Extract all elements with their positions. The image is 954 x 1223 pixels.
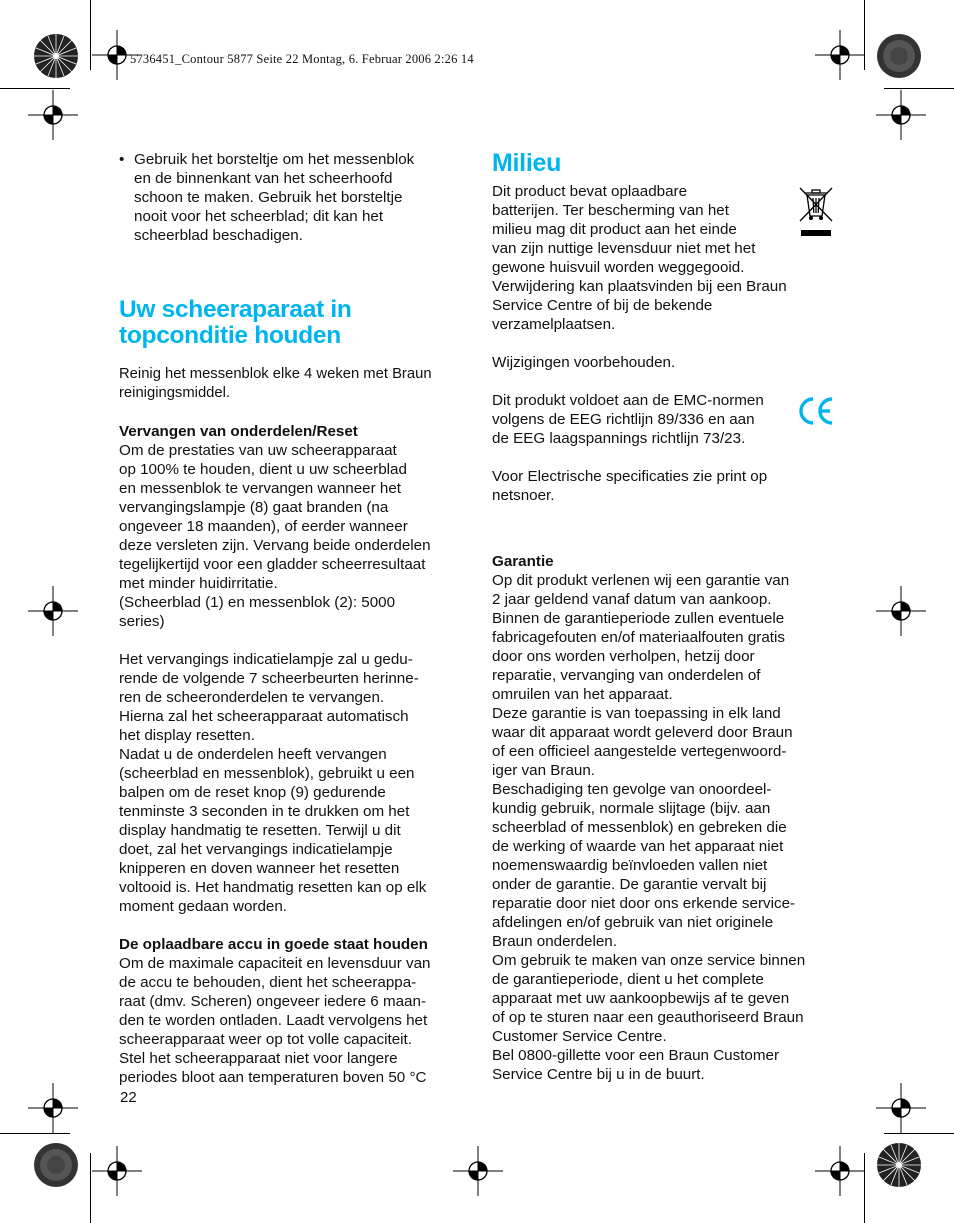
text-line: onder de garantie. De garantie vervalt bij xyxy=(492,876,767,893)
text-line: of een officieel aangestelde vertegenwoord- xyxy=(492,743,787,760)
text-line: het display resetten. xyxy=(119,727,255,744)
text-line: Dit product bevat oplaadbare xyxy=(492,183,688,200)
text-line: doet, zal het vervangings indicatielampje xyxy=(119,841,393,858)
registration-crosshair-icon xyxy=(28,586,78,636)
subheading-warranty: Garantie xyxy=(492,553,554,570)
crop-line xyxy=(884,1133,954,1134)
text-line: 2 jaar geldend vanaf datum van aankoop. xyxy=(492,591,772,608)
text-line: en messenblok te vervangen wanneer het xyxy=(119,480,401,497)
text-line: Om gebruik te maken van onze service binnen xyxy=(492,952,806,969)
text-line: van zijn nuttige levensduur niet met het xyxy=(492,240,756,257)
text-line: milieu mag dit product aan het einde xyxy=(492,221,737,238)
bullet-item xyxy=(119,150,469,245)
text-line: kundig gebruik, normale slijtage (bijv. aan xyxy=(492,800,771,817)
text-line: vervangingslampje (8) gaat branden (na xyxy=(119,499,389,516)
text-line: tenminste 3 seconden in te drukken om het xyxy=(119,803,410,820)
text-line: tegelijkertijd voor een gladder scheerresultaat xyxy=(119,556,426,573)
right-column xyxy=(492,150,837,1084)
text-line: Het vervangings indicatielampje zal u gedu- xyxy=(119,651,413,668)
registration-crosshair-icon xyxy=(453,1146,503,1196)
text-line: series) xyxy=(119,613,165,630)
text-line: waar dit apparaat wordt geleverd door Braun xyxy=(492,724,793,741)
text-line: raat (dmv. Scheren) ongeveer iedere 6 maan- xyxy=(119,993,426,1010)
text-line: rende de volgende 7 scheerbeurten herinne- xyxy=(119,670,419,687)
text-line: ongeveer 18 maanden), of eerder wanneer xyxy=(119,518,408,535)
text-line: de werking of waarde van het apparaat niet xyxy=(492,838,784,855)
registration-starburst-icon xyxy=(876,1142,922,1188)
text-line: Op dit produkt verlenen wij een garantie van xyxy=(492,572,790,589)
text-line: deze versleten zijn. Vervang beide onderdelen xyxy=(119,537,431,554)
text-line: Reinig het messenblok elke 4 weken met Braun xyxy=(119,366,432,382)
registration-starburst-icon xyxy=(33,33,79,79)
text-line: apparaat met uw aankoopbewijs af te geven xyxy=(492,990,790,1007)
text-line: of op te sturen naar een geauthoriseerd Braun xyxy=(492,1009,804,1026)
warranty-paragraph xyxy=(492,571,837,1084)
text-line: gewone huisvuil worden weggegooid. xyxy=(492,259,745,276)
text-line: noemenswaardig beïnvloeden vallen niet xyxy=(492,857,768,874)
left-column xyxy=(119,150,469,1087)
registration-starburst-icon xyxy=(33,1142,79,1188)
crop-line xyxy=(0,1133,70,1134)
intro-paragraph xyxy=(119,365,469,403)
text-line: moment gedaan worden. xyxy=(119,898,288,915)
text-line: ren de scheeronderdelen te vervangen. xyxy=(119,689,385,706)
text-line: afdelingen en/of gebruik van niet originele xyxy=(492,914,774,931)
bullet-line: schoon te maken. Gebruik het borsteltje xyxy=(134,189,403,206)
text-line: knipperen en doven wanneer het resetten xyxy=(119,860,400,877)
text-line: door ons worden verholpen, hetzij door xyxy=(492,648,755,665)
text-line: op 100% te houden, dient u uw scheerblad xyxy=(119,461,407,478)
indicator-paragraph xyxy=(119,650,469,916)
text-line: Om de prestaties van uw scheerapparaat xyxy=(119,442,397,459)
ce-mark-icon xyxy=(796,394,836,428)
text-line: fabricagefouten en/of materiaalfouten gratis xyxy=(492,629,785,646)
text-line: Beschadiging ten gevolge van onoordeel- xyxy=(492,781,772,798)
text-line: scheerblad of messenblok) en gebreken die xyxy=(492,819,787,836)
text-line: Stel het scheerapparaat niet voor langere xyxy=(119,1050,398,1067)
text-line: Verwijdering kan plaatsvinden bij een Braun xyxy=(492,278,787,295)
section-heading xyxy=(119,297,469,349)
crop-line xyxy=(90,1153,91,1223)
text-line: voltooid is. Het handmatig resetten kan op elk xyxy=(119,879,427,896)
text-line: reparatie, vervanging van onderdelen of xyxy=(492,667,761,684)
bullet-line: nooit voor het scheerblad; dit kan het xyxy=(134,208,384,225)
text-line: Bel 0800-gillette voor een Braun Customer xyxy=(492,1047,780,1064)
registration-crosshair-icon xyxy=(876,586,926,636)
registration-crosshair-icon xyxy=(92,1146,142,1196)
print-slug: 5736451_Contour 5877 Seite 22 Montag, 6. Februar 2006 2:26 14 xyxy=(130,52,474,66)
text-line: Braun onderdelen. xyxy=(492,933,617,950)
crop-line xyxy=(0,88,70,89)
text-line: reinigingsmiddel. xyxy=(119,385,231,401)
registration-crosshair-icon xyxy=(28,1083,78,1133)
text-line: Hierna zal het scheerapparaat automatisch xyxy=(119,708,409,725)
crop-line xyxy=(884,88,954,89)
battery-paragraph xyxy=(119,954,469,1087)
environment-paragraph xyxy=(492,182,837,334)
text-line: Dit produkt voldoet aan de EMC-normen xyxy=(492,392,764,409)
registration-crosshair-icon xyxy=(876,90,926,140)
text-line: volgens de EEG richtlijn 89/336 en aan xyxy=(492,411,755,428)
heading-line: Uw scheeraparaat in xyxy=(119,296,352,323)
registration-crosshair-icon xyxy=(28,90,78,140)
text-line: verzamelplaatsen. xyxy=(492,316,616,333)
text-line: Voor Electrische specificaties zie print op xyxy=(492,468,768,485)
spec-paragraph xyxy=(492,467,837,505)
text-line: scheerapparaat weer op tot volle capaciteit. xyxy=(119,1031,412,1048)
text-line: periodes bloot aan temperaturen boven 50 °C xyxy=(119,1069,427,1086)
crop-line xyxy=(90,0,91,70)
text-line: batterijen. Ter bescherming van het xyxy=(492,202,729,219)
bullet-line: scheerblad beschadigen. xyxy=(134,227,303,244)
text-line: de EEG laagspannings richtlijn 73/23. xyxy=(492,430,746,447)
text-line: de garantieperiode, dient u het complete xyxy=(492,971,764,988)
text-line: reparatie door niet door ons erkende service- xyxy=(492,895,796,912)
text-line: (Scheerblad (1) en messenblok (2): 5000 xyxy=(119,594,396,611)
text-line: de accu te behouden, dient het scheerappa- xyxy=(119,974,417,991)
text-line: iger van Braun. xyxy=(492,762,595,779)
text-line: Om de maximale capaciteit en levensduur van xyxy=(119,955,431,972)
text-line: omruilen van het apparaat. xyxy=(492,686,673,703)
subheading-replace: Vervangen van onderdelen/Reset xyxy=(119,423,358,440)
text-line: display handmatig te resetten. Terwijl u dit xyxy=(119,822,401,839)
changes-notice: Wijzigingen voorbehouden. xyxy=(492,354,676,371)
text-line: Customer Service Centre. xyxy=(492,1028,667,1045)
replace-paragraph xyxy=(119,441,469,631)
subheading-battery: De oplaadbare accu in goede staat houden xyxy=(119,936,428,953)
heading-line: topconditie houden xyxy=(119,322,341,349)
registration-crosshair-icon xyxy=(876,1083,926,1133)
bullet-dot: • xyxy=(119,151,125,168)
registration-crosshair-icon xyxy=(815,1146,865,1196)
text-line: Service Centre of bij de bekende xyxy=(492,297,713,314)
text-line: den te worden ontladen. Laadt vervolgens het xyxy=(119,1012,428,1029)
text-line: met minder huidirritatie. xyxy=(119,575,278,592)
text-line: Deze garantie is van toepassing in elk land xyxy=(492,705,781,722)
bullet-line: en de binnenkant van het scheerhoofd xyxy=(134,170,393,187)
text-line: Binnen de garantieperiode zullen eventuele xyxy=(492,610,785,627)
text-line: netsnoer. xyxy=(492,487,555,504)
registration-starburst-icon xyxy=(876,33,922,79)
page-number: 22 xyxy=(120,1089,137,1106)
bullet-line: Gebruik het borsteltje om het messenblok xyxy=(134,151,415,168)
text-line: balpen om de reset knop (9) gedurende xyxy=(119,784,386,801)
section-heading-milieu: Milieu xyxy=(492,149,562,177)
text-line: (scheerblad en messenblok), gebruikt u een xyxy=(119,765,415,782)
text-line: Service Centre bij u in de buurt. xyxy=(492,1066,705,1083)
text-line: Nadat u de onderdelen heeft vervangen xyxy=(119,746,387,763)
emc-paragraph xyxy=(492,391,837,448)
registration-crosshair-icon xyxy=(815,30,865,80)
crossed-out-wheelie-bin-icon xyxy=(797,185,835,239)
